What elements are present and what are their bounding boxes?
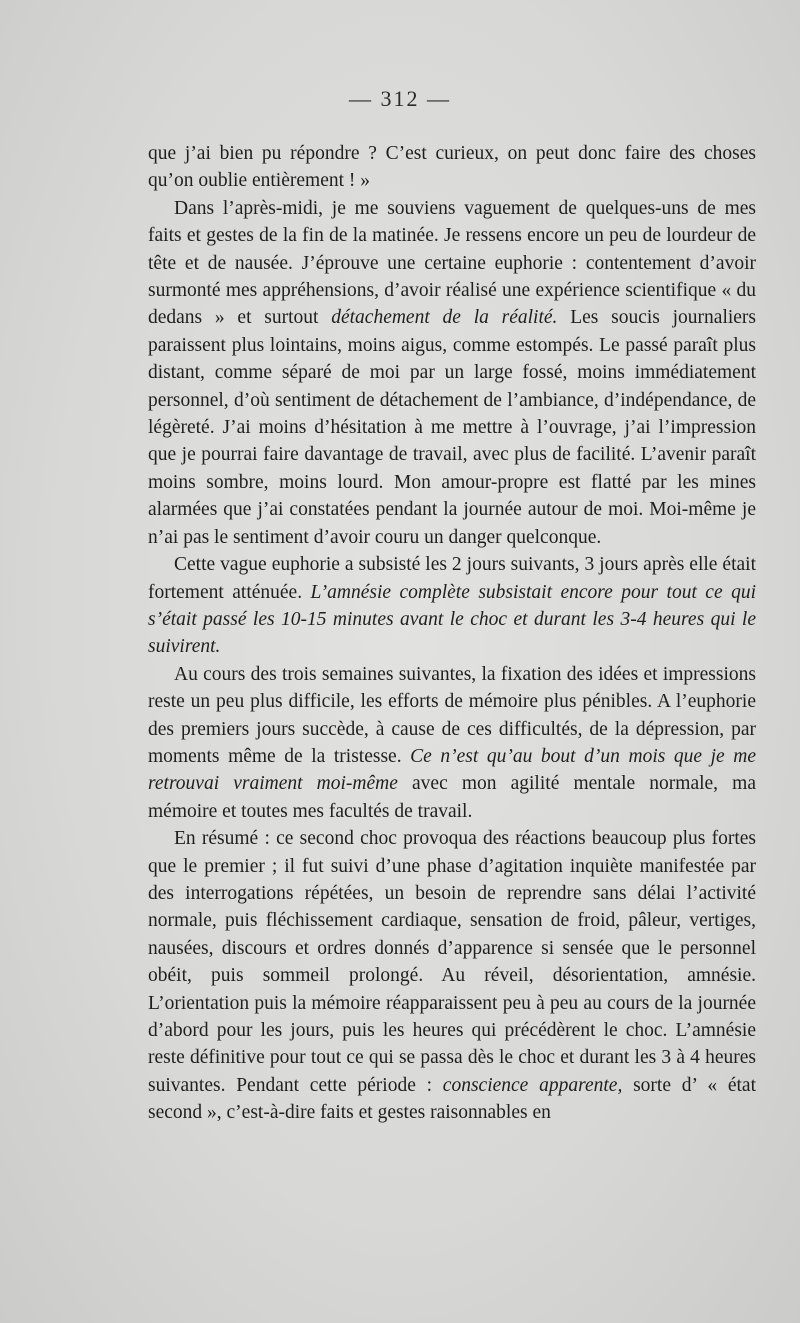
paragraph	[148, 661, 756, 825]
paragraph	[148, 195, 756, 551]
body-text	[148, 140, 756, 1127]
text-run: Dans l’après-midi, je me souviens vaguement de quelques-uns de mes faits et gestes de la fin de la matinée. Je ressens encore un peu de lourdeur de tête et de nausée. J’éprouve une certaine euphorie : contentement d’avoir surmonté mes appréhensions, d’avoir réalisé une expérience scientifique « du dedans » et surtout	[148, 197, 756, 329]
paragraph	[148, 551, 756, 661]
text-run: Les soucis journaliers paraissent plus lointains, moins aigus, comme estompés. Le passé paraît plus distant, comme séparé de moi par un large fossé, moins immédiatement personnel, d’où sentiment de détachement de l’ambiance, d’indépendance, de légèreté. J’ai moins d’hésitation à me mettre à l’ouvrage, j’ai l’impression que je pourrai faire davantage de travail, avec plus de facilité. L’avenir paraît moins sombre, moins lourd. Mon amour-propre est flatté par les mines alarmées que j’ai constatées pendant la journée autour de moi. Moi-même je n’ai pas le sentiment d’avoir couru un danger quelconque.	[148, 307, 757, 548]
text-run: Au cours des trois semaines suivantes, la fixation des idées et impressions reste un peu plus difficile, les efforts de mémoire plus pénibles. A l’euphorie des premiers jours succède, à cause de ces difficultés, de la dépression, par moments même de la tristesse.	[148, 663, 756, 767]
page-number: — 312 —	[349, 86, 451, 111]
text-run: Cette vague euphorie a subsisté les 2 jours suivants, 3 jours après elle était fortement atténuée.	[148, 554, 756, 603]
italic-text: L’amnésie complète subsistait encore pour tout ce qui s’était passé les 10-15 minutes avant le choc et durant les 3-4 heures qui le suivirent.	[148, 581, 756, 658]
paragraph	[148, 825, 756, 1126]
text-run: En résumé : ce second choc provoqua des réactions beaucoup plus fortes que le premier ; il fut suivi d’une phase d’agitation inquiète manifestée par des interrogations répétées, un besoin de reprendre sans délai l’activité normale, puis fléchissement cardiaque, sensation de froid, pâleur, vertiges, nausées, discours et ordres donnés d’apparence si sensée que le personnel obéit, puis sommeil prolongé. Au réveil, désorientation, amnésie. L’orientation puis la mémoire réapparaissent peu à peu au cours de la journée d’abord pour les jours, puis les heures qui précédèrent le choc. L’amnésie reste définitive pour tout ce qui se passa dès le choc et durant les 3 à 4 heures suivantes. Pendant cette période :	[148, 828, 756, 1096]
paragraph	[148, 140, 756, 195]
text-run: avec mon agilité mentale normale, ma mémoire et toutes mes facultés de travail.	[148, 773, 756, 822]
italic-text: détachement de la réalité.	[331, 307, 558, 329]
text-run: sorte d’ « état second », c’est-à-dire faits et gestes raisonnables en	[148, 1074, 756, 1124]
italic-text: conscience apparente,	[442, 1074, 623, 1096]
text-run: que j’ai bien pu répondre ? C’est curieux, on peut donc faire des choses qu’on oublie entièrement ! »	[148, 143, 756, 192]
italic-text: Ce n’est qu’au bout d’un mois que je me retrouvai vraiment moi-même	[148, 745, 756, 795]
